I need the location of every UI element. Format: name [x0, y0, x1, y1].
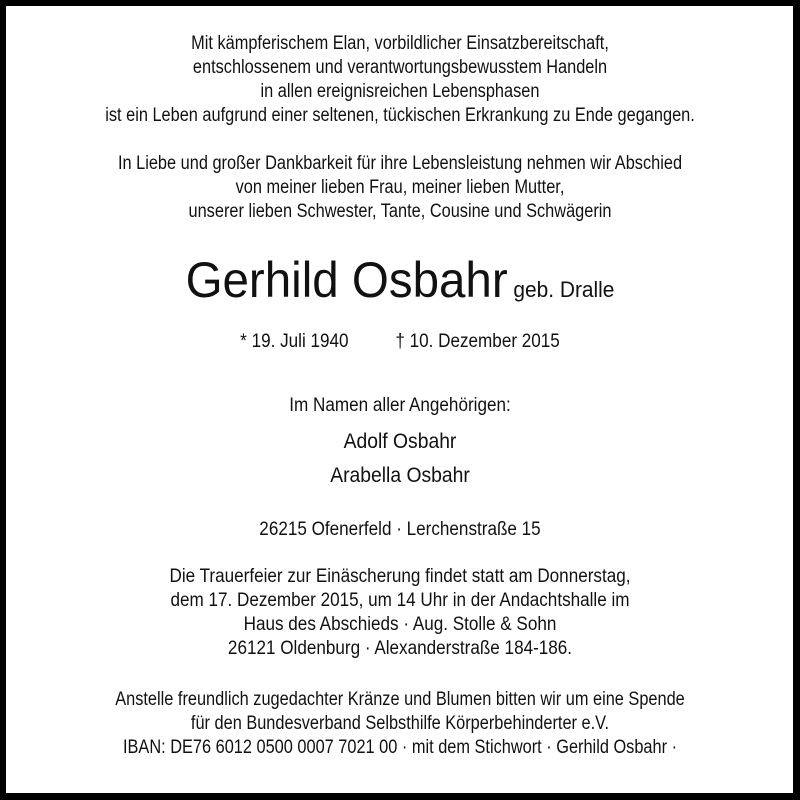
ceremony-line-3: Haus des Abschieds · Aug. Stolle & Sohn	[243, 614, 557, 635]
deceased-name-line	[20, 252, 780, 318]
mourners-heading: Im Namen aller Angehörigen:	[289, 395, 511, 416]
ceremony-line-2: dem 17. Dezember 2015, um 14 Uhr in der Andachtshalle im	[170, 590, 630, 611]
mourner-name-2: Arabella Osbahr	[330, 464, 470, 487]
ceremony-line-1: Die Trauerfeier zur Einäscherung findet statt am Donnerstag,	[169, 566, 631, 587]
intro-line-2: entschlossenem und verantwortungsbewusstem Handeln	[192, 57, 608, 78]
farewell-line-2: von meiner lieben Frau, meiner lieben Mutter,	[235, 177, 565, 198]
deceased-name: Gerhild Osbahr	[185, 252, 508, 308]
life-dates	[40, 330, 760, 354]
maiden-name: geb. Dralle	[513, 277, 615, 302]
intro-line-4: ist ein Leben aufgrund einer seltenen, tückischen Erkrankung zu Ende gegangen.	[105, 105, 695, 126]
intro-line-1: Mit kämpferischem Elan, vorbildlicher Einsatzbereitschaft,	[191, 33, 609, 54]
death-date: † 10. Dezember 2015	[395, 331, 560, 352]
farewell-line-3: unserer lieben Schwester, Tante, Cousine und Schwägerin	[188, 201, 612, 222]
intro-line-3: in allen ereignisreichen Lebensphasen	[260, 81, 540, 102]
donation-line-1: Anstelle freundlich zugedachter Kränze und Blumen bitten wir um eine Spende	[115, 689, 685, 710]
farewell-line-1: In Liebe und großer Dankbarkeit für ihre Lebensleistung nehmen wir Abschied	[117, 153, 683, 174]
mourner-name-1: Adolf Osbahr	[343, 430, 457, 453]
birth-date: * 19. Juli 1940	[240, 331, 349, 352]
donation-line-2: für den Bundesverband Selbsthilfe Körperbehinderter e.V.	[190, 713, 610, 734]
ceremony-line-4: 26121 Oldenburg · Alexanderstraße 184-186.	[227, 638, 573, 659]
donation-line-3: IBAN: DE76 6012 0500 0007 7021 00 · mit dem Stichwort · Gerhild Osbahr ·	[122, 737, 678, 758]
family-address: 26215 Ofenerfeld · Lerchenstraße 15	[259, 519, 541, 540]
